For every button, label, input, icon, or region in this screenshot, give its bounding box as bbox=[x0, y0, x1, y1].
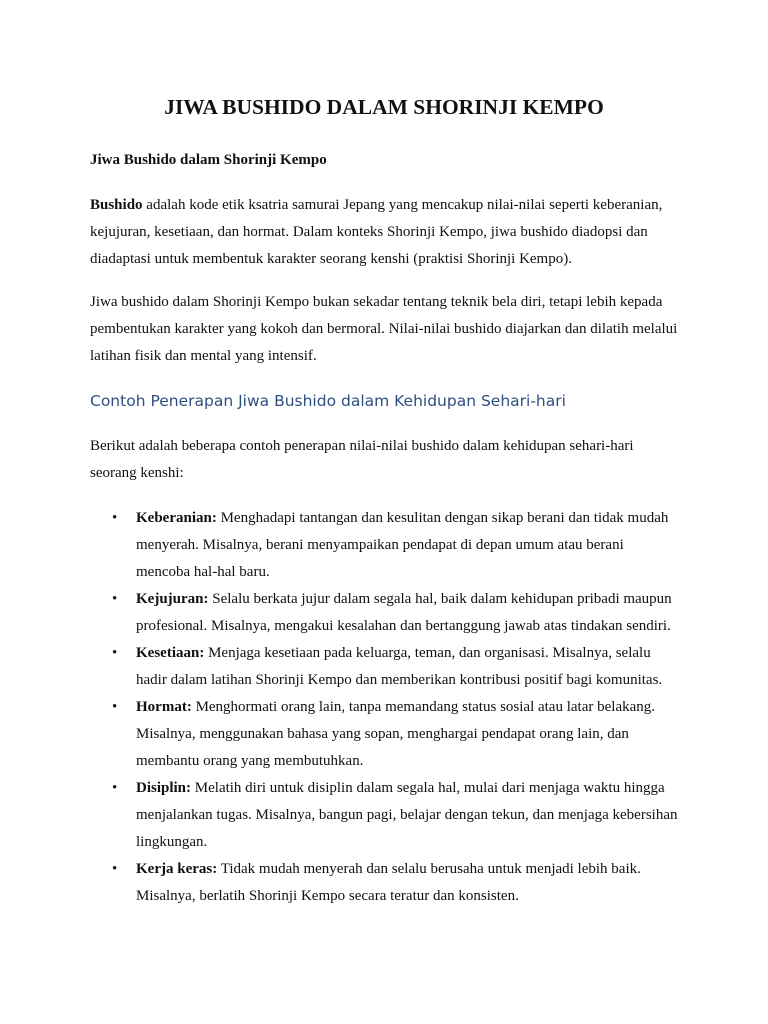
bullet-icon: • bbox=[112, 645, 118, 661]
bullet-icon: • bbox=[112, 861, 118, 877]
bullet-text: Menghadapi tantangan dan kesulitan dengan sikap berani dan tidak mudah menyerah. Misalnya, berani menyampaikan pendapat di depan umum atau berani mencoba hal-hal baru. bbox=[136, 510, 669, 580]
bullet-text: Menjaga kesetiaan pada keluarga, teman, dan organisasi. Misalnya, selalu hadir dalam latihan Shorinji Kempo dan memberikan kontribusi positif bagi komunitas. bbox=[136, 645, 663, 688]
bullet-label: Keberanian: bbox=[136, 510, 217, 526]
subheading: Jiwa Bushido dalam Shorinji Kempo bbox=[90, 152, 327, 168]
bullet-label: Kejujuran: bbox=[136, 591, 209, 607]
bullet-label: Disiplin: bbox=[136, 780, 192, 796]
bullet-label: Kerja keras: bbox=[136, 861, 218, 877]
bullet-text: Tidak mudah menyerah dan selalu berusaha untuk menjadi lebih baik. Misalnya, berlatih Shorinji Kempo secara teratur dan konsisten. bbox=[136, 861, 641, 904]
intro-term: Bushido bbox=[90, 197, 143, 213]
list-item bbox=[112, 694, 681, 775]
list-item bbox=[112, 640, 681, 694]
section-heading: Contoh Penerapan Jiwa Bushido dalam Kehidupan Sehari-hari bbox=[90, 392, 566, 410]
bullet-icon: • bbox=[112, 780, 118, 796]
bullet-text: Melatih diri untuk disiplin dalam segala hal, mulai dari menjaga waktu hingga menjalankan tugas. Misalnya, bangun pagi, belajar dengan tekun, dan menjaga kebersihan lingkungan. bbox=[136, 780, 678, 850]
bullet-text: Selalu berkata jujur dalam segala hal, baik dalam kehidupan pribadi maupun profesional. Misalnya, mengakui kesalahan dan bertanggung jawab atas tindakan sendiri. bbox=[136, 591, 672, 634]
bullet-label: Kesetiaan: bbox=[136, 645, 205, 661]
bullet-list bbox=[112, 505, 681, 910]
paragraph-2: Jiwa bushido dalam Shorinji Kempo bukan sekadar tentang teknik bela diri, tetapi lebih kepada pembentukan karakter yang kokoh dan bermoral. Nilai-nilai bushido diajarkan dan dilatih melalui latihan fisik dan mental yang intensif. bbox=[90, 294, 678, 364]
page-title: JIWA BUSHIDO DALAM SHORINJI KEMPO bbox=[164, 95, 604, 119]
list-item bbox=[112, 775, 681, 856]
bullet-icon: • bbox=[112, 591, 118, 607]
list-item bbox=[112, 586, 681, 640]
bullet-label: Hormat: bbox=[136, 699, 192, 715]
intro-paragraph bbox=[90, 192, 680, 273]
paragraph-3: Berikut adalah beberapa contoh penerapan nilai-nilai bushido dalam kehidupan sehari-hari seorang kenshi: bbox=[90, 438, 634, 481]
bullet-icon: • bbox=[112, 510, 118, 526]
bullet-icon: • bbox=[112, 699, 118, 715]
intro-text: adalah kode etik ksatria samurai Jepang yang mencakup nilai-nilai seperti keberanian, kejujuran, kesetiaan, dan hormat. Dalam konteks Shorinji Kempo, jiwa bushido diadopsi dan diadaptasi untuk membentuk karakter seorang kenshi (praktisi Shorinji Kempo). bbox=[90, 197, 663, 267]
list-item bbox=[112, 505, 681, 586]
bullet-text: Menghormati orang lain, tanpa memandang status sosial atau latar belakang. Misalnya, menggunakan bahasa yang sopan, menghargai pendapat orang lain, dan membantu orang yang membutuhkan. bbox=[136, 699, 656, 769]
list-item bbox=[112, 856, 681, 910]
